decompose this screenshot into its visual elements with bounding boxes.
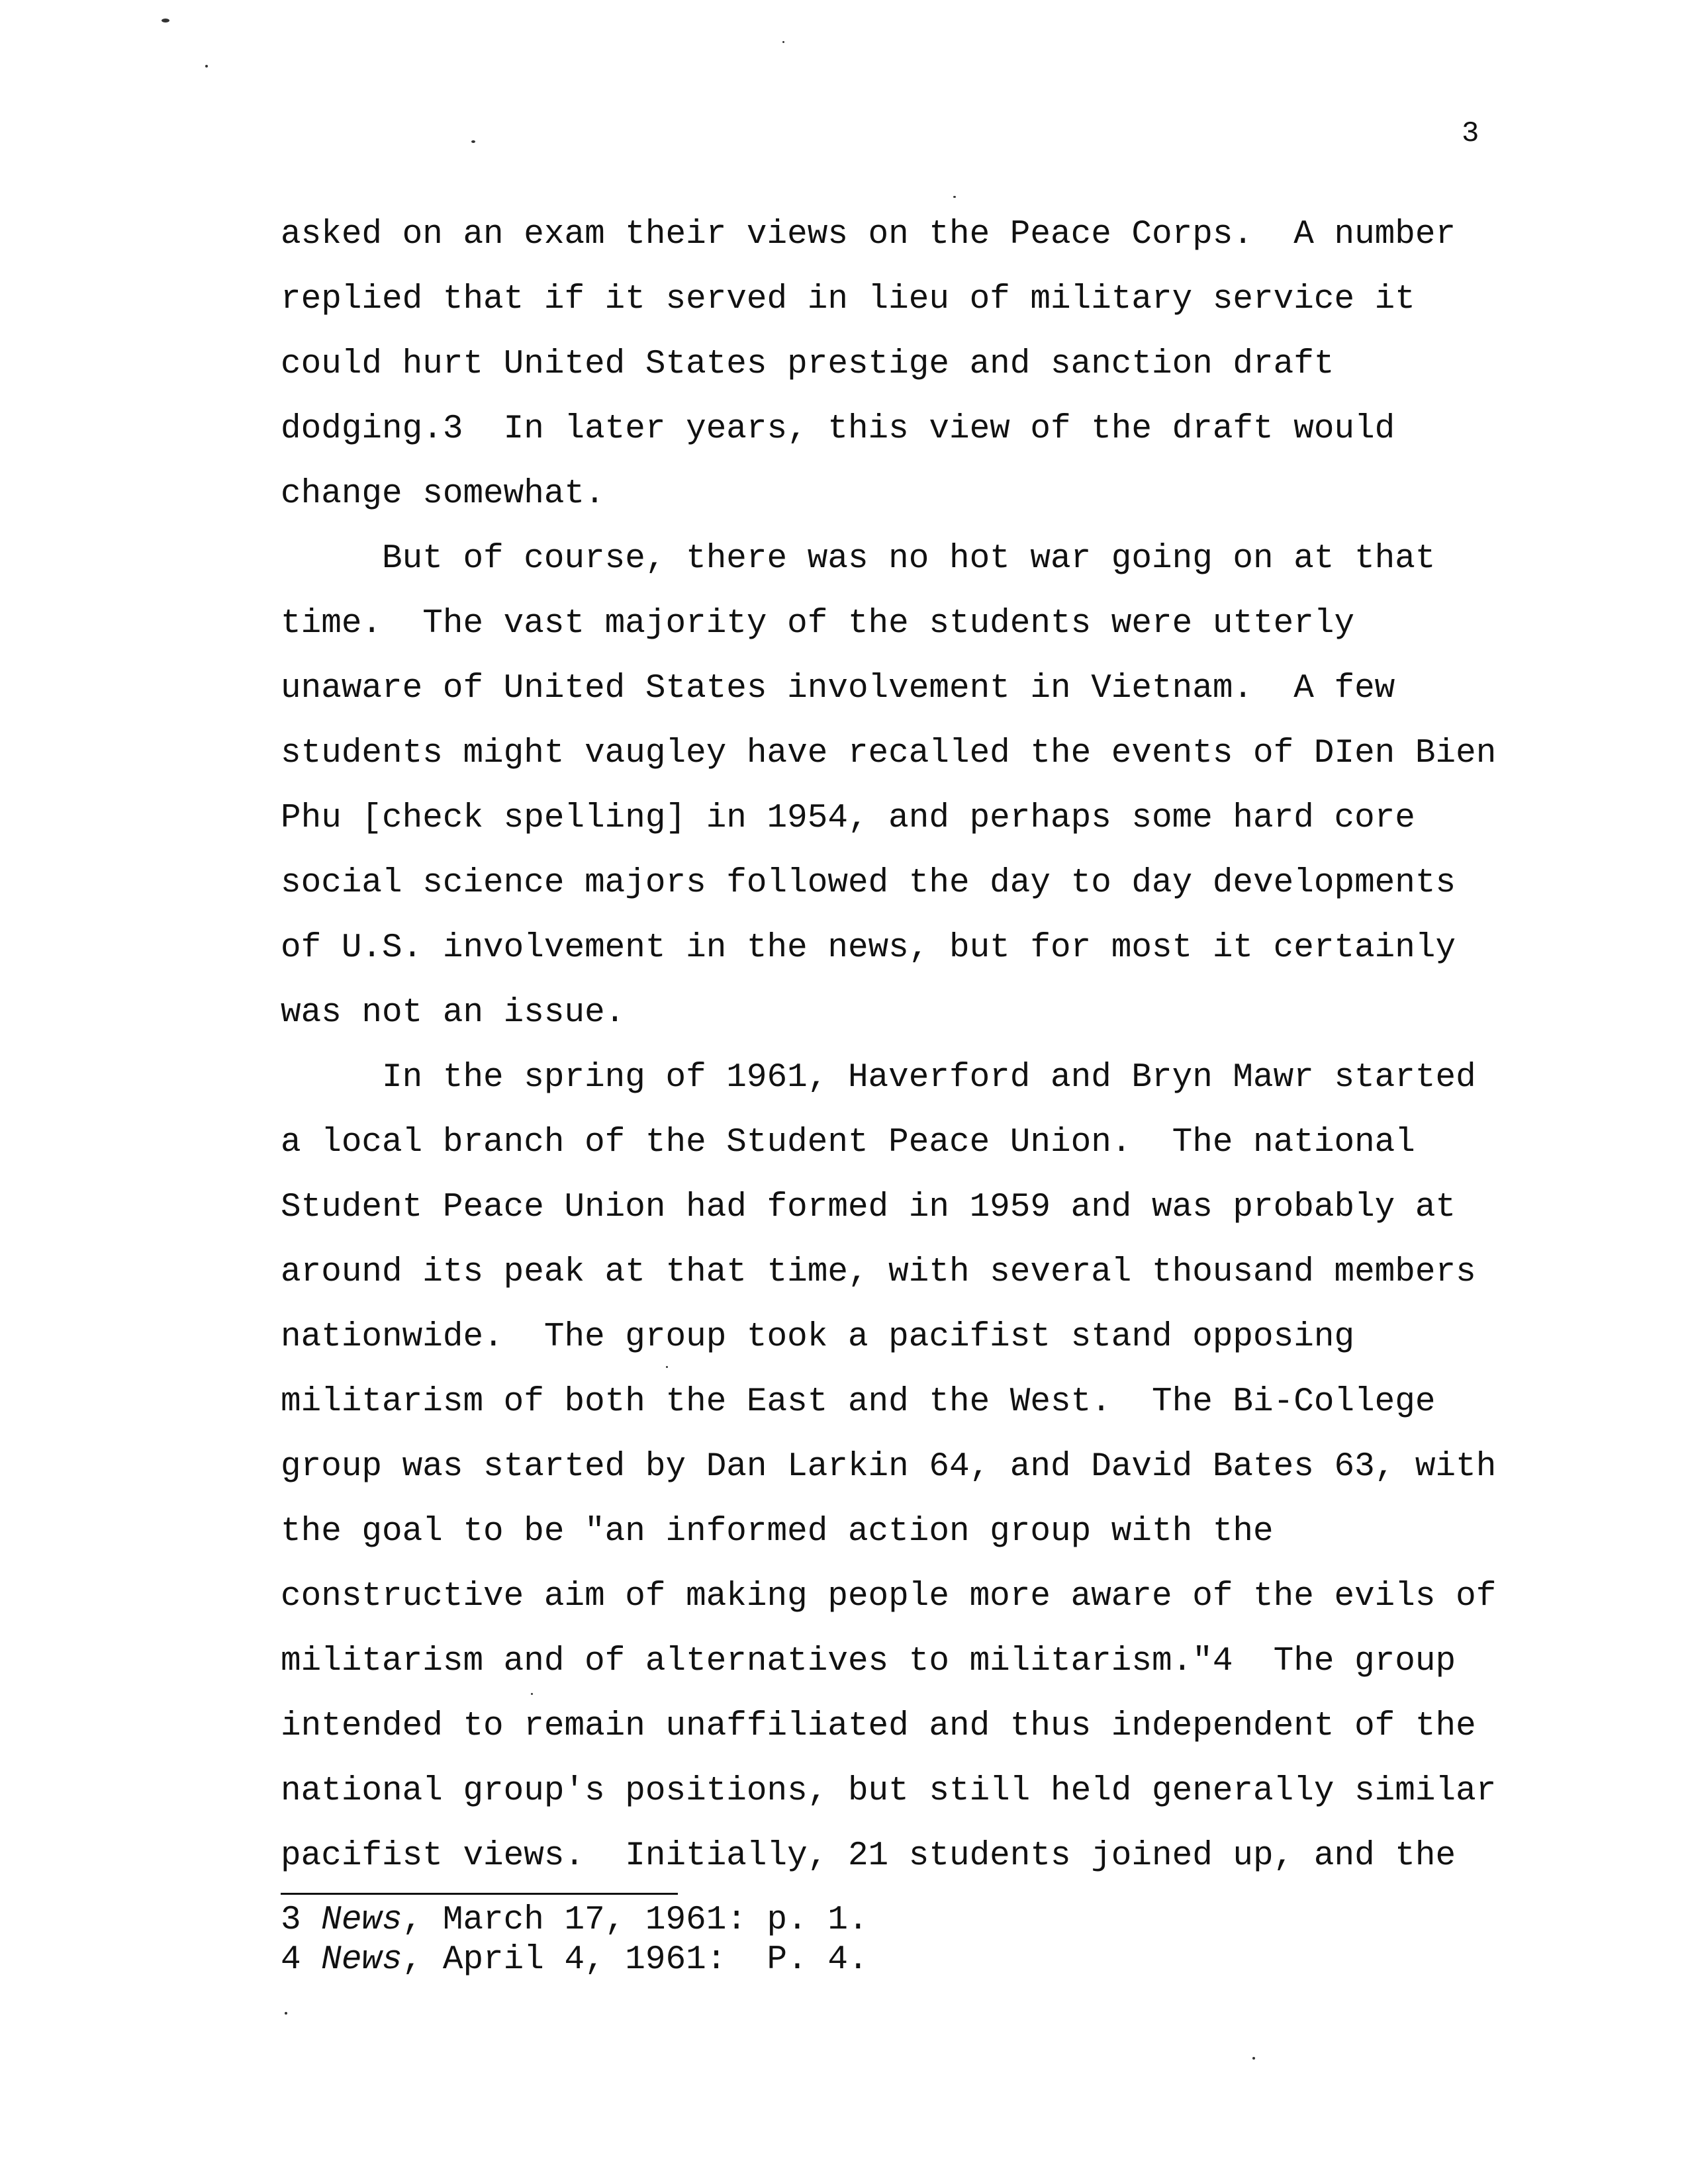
text-line: militarism of both the East and the West. The Bi-College [281, 1383, 1436, 1421]
text-line: social science majors followed the day to day developments [281, 864, 1456, 902]
text-line: constructive aim of making people more aware of the evils of [281, 1578, 1497, 1615]
footnote-3 [281, 1901, 868, 1940]
text-line: group was started by Dan Larkin 64, and David Bates 63, with [281, 1448, 1497, 1486]
text-line: pacifist views. Initially, 21 students joined up, and the [281, 1837, 1456, 1875]
footnote-source: News [321, 1901, 402, 1939]
footnote-number: 4 [281, 1941, 301, 1979]
scan-speck [782, 41, 784, 43]
footnotes [281, 1901, 868, 1980]
text-line: change somewhat. [281, 475, 605, 513]
text-line: Student Peace Union had formed in 1959 and was probably at [281, 1189, 1456, 1226]
footnote-citation: , March 17, 1961: p. 1. [402, 1901, 868, 1939]
text-line: could hurt United States prestige and sanction draft [281, 345, 1335, 383]
text-line: intended to remain unaffiliated and thus independent of the [281, 1707, 1476, 1745]
text-line: militarism and of alternatives to militarism."4 The group [281, 1643, 1456, 1680]
scan-speck [531, 1693, 533, 1695]
footnote-source: News [321, 1941, 402, 1979]
text-line: But of course, there was no hot war going on at that [281, 540, 1436, 578]
text-line: Phu [check spelling] in 1954, and perhaps some hard core [281, 799, 1415, 837]
text-line: a local branch of the Student Peace Union. The national [281, 1124, 1415, 1161]
text-line: students might vaugley have recalled the events of DIen Bien [281, 735, 1497, 772]
scan-speck [666, 1366, 668, 1368]
scan-speck [953, 196, 956, 198]
footnote-4 [281, 1940, 868, 1980]
text-line: unaware of United States involvement in Vietnam. A few [281, 670, 1395, 707]
footnote-separator [281, 1893, 678, 1895]
text-line: time. The vast majority of the students were utterly [281, 605, 1355, 643]
scan-speck [162, 19, 169, 23]
text-line: was not an issue. [281, 994, 626, 1032]
scan-speck [1252, 2057, 1255, 2060]
text-line: replied that if it served in lieu of military service it [281, 281, 1415, 318]
body-text [281, 203, 1497, 1889]
scan-speck [205, 65, 208, 68]
text-line: around its peak at that time, with several thousand members [281, 1253, 1476, 1291]
text-line: In the spring of 1961, Haverford and Bryn Mawr started [281, 1059, 1476, 1097]
text-line: dodging.3 In later years, this view of the draft would [281, 410, 1395, 448]
page-number: 3 [1462, 117, 1479, 150]
footnote-number: 3 [281, 1901, 301, 1939]
text-line: national group's positions, but still held generally similar [281, 1772, 1497, 1810]
text-line: asked on an exam their views on the Peace Corps. A number [281, 216, 1456, 253]
scan-speck [471, 140, 475, 143]
scan-speck [285, 2012, 287, 2015]
text-line: nationwide. The group took a pacifist stand opposing [281, 1318, 1355, 1356]
footnote-citation: , April 4, 1961: P. 4. [402, 1941, 868, 1979]
text-line: the goal to be "an informed action group with the [281, 1513, 1274, 1551]
text-line: of U.S. involvement in the news, but for most it certainly [281, 929, 1456, 967]
